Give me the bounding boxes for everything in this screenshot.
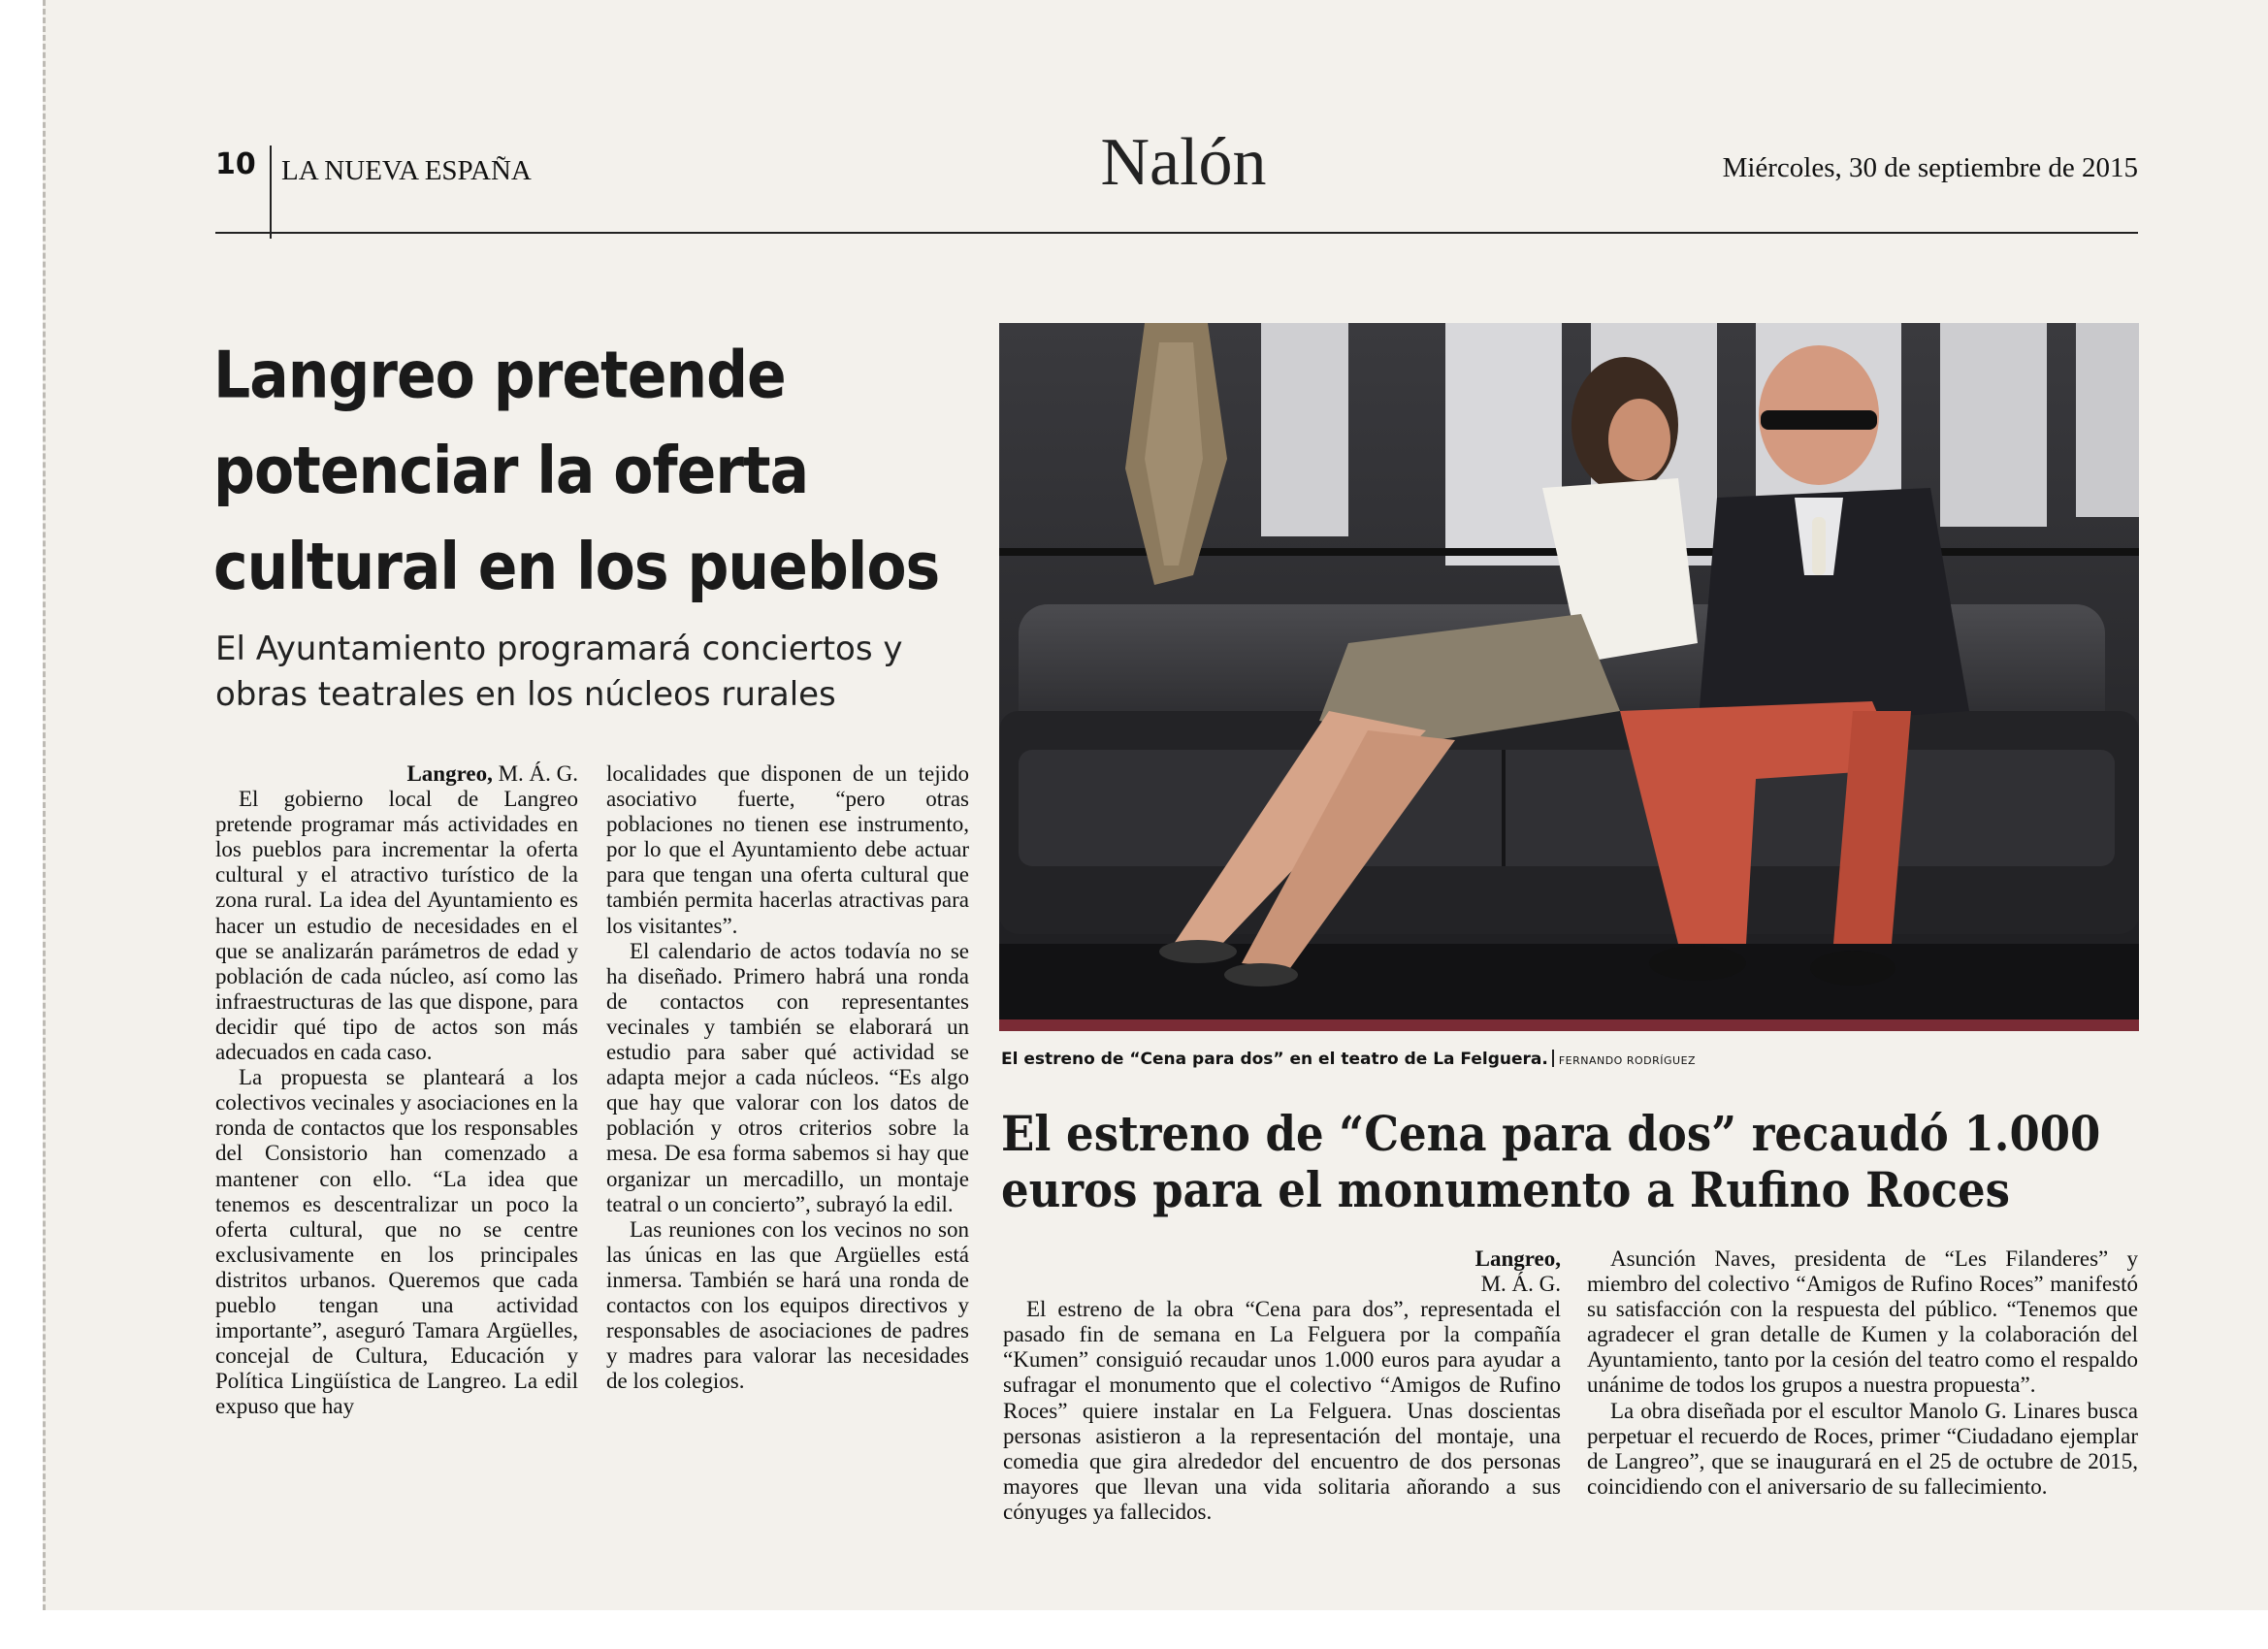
article1-byline bbox=[215, 761, 578, 787]
section-title: Nalón bbox=[1100, 125, 1267, 200]
article2-paragraph: Asunción Naves, presidenta de “Les Filanderes” y miembro del colectivo “Amigos de Rufino Roces” manifestó su satisfacción con la respuesta del público. “Tenemos que agradecer el gran detalle de Kumen y la colaboración del Ayuntamiento, tanto por la cesión del teatro como el respaldo unánime de todos los grupos a nuestra propuesta”. bbox=[1587, 1246, 2138, 1398]
article1-column-2 bbox=[606, 761, 969, 1394]
caption-text: El estreno de “Cena para dos” en el teatro de La Felguera. bbox=[1001, 1050, 1548, 1069]
photo-caption bbox=[1001, 1050, 2136, 1069]
article2-headline-text: El estreno de “Cena para dos” recaudó 1.000 euros para el monumento a Rufino Roces bbox=[1001, 1105, 2101, 1218]
byline-place: Langreo, bbox=[406, 761, 493, 786]
byline-place: Langreo, bbox=[1474, 1246, 1561, 1271]
article2-byline bbox=[1003, 1246, 1561, 1297]
article1-paragraph: La propuesta se planteará a los colectivos vecinales y asociaciones en la ronda de contactos que los responsables del Consistorio han comenzado a mantener con ello. “La idea que tenemos es descentralizar un poco la oferta cultural, que no se centre exclusivamente en los principales distritos urbanos. Queremos que cada pueblo tengan una actividad importante”, aseguró Tamara Argüelles, concejal de Cultura, Educación y Política Lingüística de Langreo. La edil expuso que hay bbox=[215, 1065, 578, 1419]
article2-column-1 bbox=[1003, 1246, 1561, 1525]
masthead-rule bbox=[215, 232, 2138, 234]
article1-paragraph: localidades que disponen de un tejido asociativo fuerte, “pero otras poblaciones no tienen ese instrumento, por lo que el Ayuntamiento debe actuar para que tengan una oferta cultural que también permita hacerlas atractivas para los visitantes”. bbox=[606, 761, 969, 938]
article1-headline: Langreo pretende potenciar la oferta cultural en los pueblos bbox=[213, 338, 940, 605]
article1-subheadline: El Ayuntamiento programará conciertos y obras teatrales en los núcleos rurales bbox=[215, 630, 903, 714]
issue-date: Miércoles, 30 de septiembre de 2015 bbox=[1722, 152, 2138, 183]
byline-author: M. Á. G. bbox=[498, 761, 578, 786]
article2-paragraph: La obra diseñada por el escultor Manolo G. Linares busca perpetuar el recuerdo de Roces, primer “Ciudadano ejemplar de Langreo”, que se inaugurará en el 25 de octubre de 2015, coincidiendo con el aniversario de su fallecimiento. bbox=[1587, 1398, 2138, 1499]
article1-paragraph: Las reuniones con los vecinos no son las únicas en las que Argüelles está inmersa. También se hará una ronda de contactos con los equipos directivos y responsables de asociaciones de padres y madres para valorar las necesidades de los colegios. bbox=[606, 1216, 969, 1394]
newspaper-name: LA NUEVA ESPAÑA bbox=[281, 155, 532, 186]
article1-column-1 bbox=[215, 761, 578, 1419]
article1-paragraph: El gobierno local de Langreo pretende programar más actividades en los pueblos para incrementar la oferta cultural y el atractivo turístico de la zona rural. La idea del Ayuntamiento es hacer un estudio de necesidades en el que se analizarán parámetros de edad y población de cada núcleo, así como las infraestructuras de las que dispone, para decidir qué tipo de actos son más adecuados en cada caso. bbox=[215, 787, 578, 1065]
article2-headline bbox=[1001, 1105, 2101, 1218]
article2-column-2 bbox=[1587, 1246, 2138, 1500]
theatre-photo bbox=[999, 323, 2139, 1031]
article1-paragraph: El calendario de actos todavía no se ha diseñado. Primero habrá una ronda de contactos con representantes vecinales y también se elaborará un estudio para saber qué actividad se adapta mejor a cada núcleos. “Es algo que hay que valorar con los datos de población y otros criterios sobre la mesa. De esa forma sabemos si hay que organizar un mercadillo, un montaje teatral o un concierto”, subrayó la edil. bbox=[606, 938, 969, 1216]
photo-credit: FERNANDO RODRÍGUEZ bbox=[1558, 1054, 1697, 1067]
masthead-divider bbox=[270, 146, 272, 239]
caption-separator bbox=[1552, 1050, 1554, 1067]
byline-author: M. Á. G. bbox=[1480, 1272, 1561, 1297]
page-number: 10 bbox=[215, 147, 256, 181]
article2-paragraph: El estreno de la obra “Cena para dos”, representada el pasado fin de semana en La Felguera por la compañía “Kumen” consiguió recaudar unos 1.000 euros para ayudar a sufragar el monumento que el colectivo “Amigos de Rufino Roces” quiere instalar en La Felguera. Unas doscientas personas asistieron a la representación del montaje, una comedia que gira alrededor del encuentro de dos personas mayores que llevan una vida solitaria añorando a sus cónyuges ya fallecidos. bbox=[1003, 1297, 1561, 1524]
theatre-scene-image bbox=[999, 323, 2139, 1031]
